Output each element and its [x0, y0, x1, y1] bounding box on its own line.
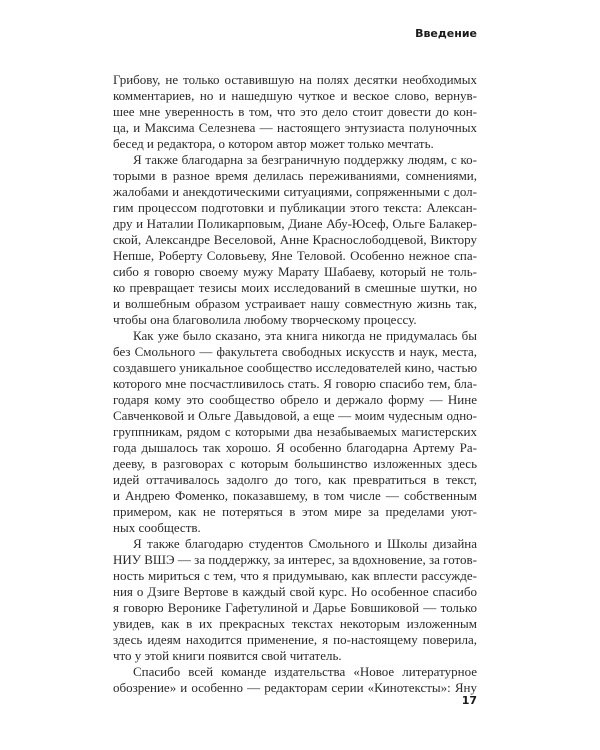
text-line: дееву, в разговорах с которым большинство изложенных здесь	[113, 456, 477, 471]
text-line: комментариев, но и нашедшую чуткое и веское слово, вернув-	[113, 88, 477, 103]
text-line: года дышалось так хорошо. Я особенно благодарна Артему Ра-	[113, 440, 477, 455]
text-line: Грибову, не только оставившую на полях десятки необходимых	[113, 72, 477, 87]
paragraph	[113, 152, 477, 328]
text-line: Непше, Роберту Соловьеву, Яне Теловой. Особенно нежное спа-	[113, 248, 477, 263]
paragraph	[113, 328, 477, 536]
text-line: что у этой книги появится свой читатель.	[113, 648, 342, 663]
text-line: годаря кому это сообщество обрело и держало форму — Нине	[113, 392, 477, 407]
text-line: НИУ ВШЭ — за поддержку, за интерес, за вдохновение, за готов-	[113, 552, 477, 567]
text-line: Савченковой и Ольге Давыдовой, а еще — моим чудесным одно-	[113, 408, 477, 423]
paragraph	[113, 536, 477, 664]
text-line: торыми в разное время делилась переживаниями, сомнениями,	[113, 168, 477, 183]
text-line: здесь идеям находится применение, я по-настоящему поверила,	[113, 632, 477, 647]
text-line: которого мне посчастливилось стать. Я говорю спасибо тем, бла-	[113, 376, 477, 391]
page-number: 17	[461, 694, 477, 707]
text-line: идей оттачивалось задолго до того, как превратиться в текст,	[113, 472, 477, 487]
text-line: создавшего уникальное сообщество исследователей кино, частью	[113, 360, 478, 375]
text-line: Я также благодарю студентов Смольного и Школы дизайна	[133, 536, 477, 551]
running-header: Введение	[415, 27, 477, 40]
text-line: и Андрею Фоменко, показавшему, в том числе — собственным	[113, 488, 477, 503]
text-line: и волшебным образом устраивает нашу совместную жизнь так,	[113, 296, 477, 311]
text-line: ных сообществ.	[113, 520, 201, 535]
text-line: жалобами и анекдотическими ситуациями, сопряженными с дол-	[113, 184, 477, 199]
text-line: сибо я говорю своему мужу Марату Шабаеву, который не толь-	[113, 264, 477, 279]
text-line: ца, и Максима Селезнева — настоящего энтузиаста полуночных	[113, 120, 477, 135]
text-line: гим процессом подготовки и публикации этого текста: Алексан-	[113, 200, 477, 215]
text-line: без Смольного — факультета свободных искусств и наук, места,	[113, 344, 477, 359]
text-line: шее мне уверенность в том, что это дело стоит довести до кон-	[113, 104, 477, 119]
text-line: Как уже было сказано, эта книга никогда не придумалась бы	[133, 328, 477, 343]
text-line: Спасибо всей команде издательства «Новое литературное	[133, 664, 477, 679]
text-line: обозрение» и особенно — редакторам серии «Кинотексты»: Яну	[113, 680, 477, 695]
text-line: бесед и редактора, о котором автор может только мечтать.	[113, 136, 434, 151]
text-line: ской, Александре Веселовой, Анне Краснослободцевой, Виктору	[113, 232, 477, 247]
text-line: увидев, как в их прекрасных текстах некоторым изложенным	[113, 616, 477, 631]
paragraph	[113, 72, 477, 152]
text-line: дру и Наталии Поликарповым, Диане Абу-Юсеф, Ольге Балакер-	[113, 216, 477, 231]
text-line: ния о Дзиге Вертове в каждый свой курс. Но особенное спасибо	[113, 584, 477, 599]
text-line: ко превращает тезисы моих исследований в смешные шутки, но	[113, 280, 477, 295]
text-line: я говорю Веронике Гафетулиной и Дарье Бовшиковой — только	[113, 600, 477, 615]
body-text	[113, 72, 477, 696]
text-line: чтобы она благоволила любому творческому процессу.	[113, 312, 417, 327]
paragraph	[113, 664, 477, 696]
text-line: ность мириться с тем, что я придумываю, как вплести рассужде-	[113, 568, 477, 583]
text-line: Я также благодарна за безграничную поддержку людям, с ко-	[133, 152, 477, 167]
text-line: примером, как не потеряться в этом мире за пределами уют-	[113, 504, 477, 519]
text-line: группникам, рядом с которыми два незабываемых магистерских	[113, 424, 477, 439]
